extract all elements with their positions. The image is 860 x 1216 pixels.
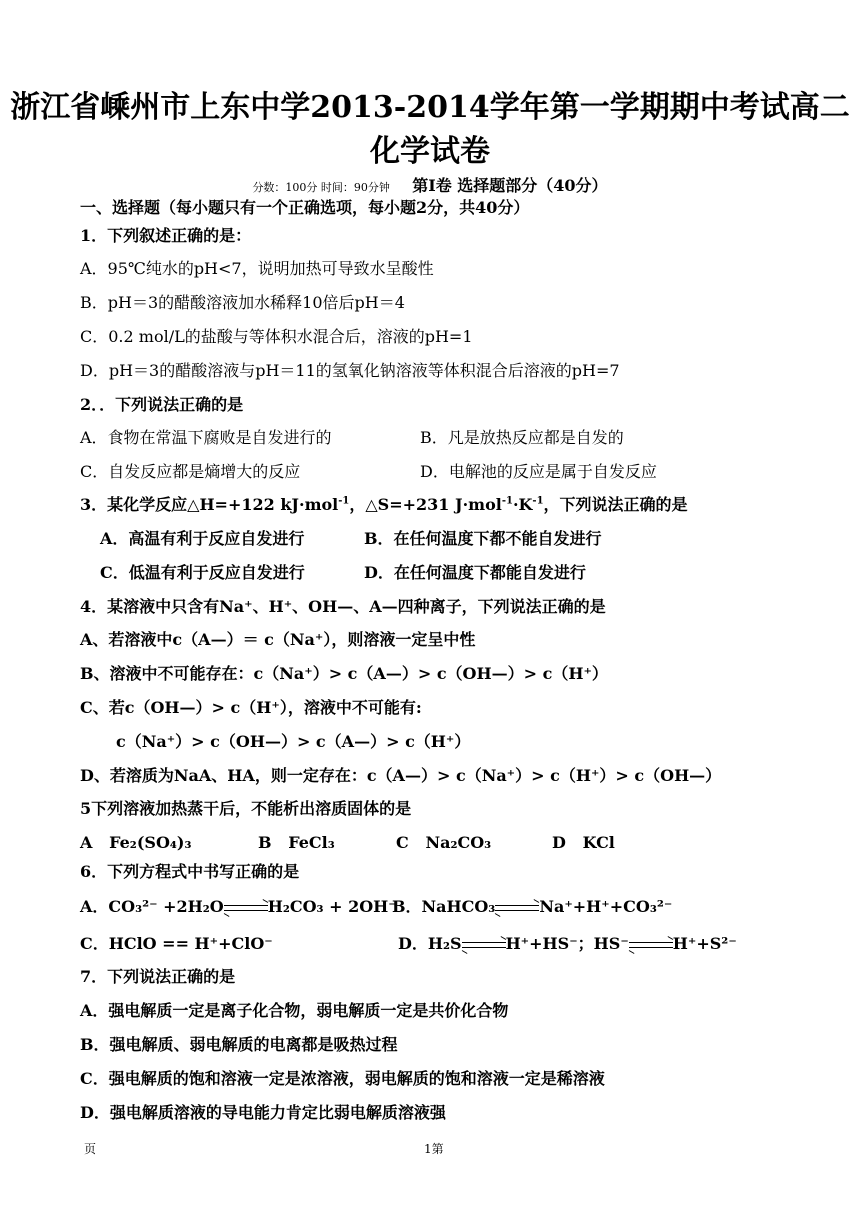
q2-option-c: C．自发反应都是熵增大的反应 [80,462,301,481]
q5-option-a [80,832,191,854]
page-number: 1第 [424,1142,444,1156]
q2-option-d: D．电解池的反应是属于自发反应 [420,462,657,481]
equilibrium-arrow-icon [224,902,268,914]
q5-formula-d: KCl [582,833,615,852]
q3-stem-part2: ，△S=+231 J·mol [349,495,502,514]
q2-option-b: B．凡是放热反应都是自发的 [420,428,624,447]
q2-stem: 2．．下列说法正确的是 [80,395,244,414]
q1-option-a: A．95℃纯水的pH<7，说明加热可导致水呈酸性 [80,259,434,278]
q5-option-d [552,832,615,854]
q3-stem-part3: ·K [512,495,533,514]
q6-d-right: H⁺+S²⁻ [672,934,737,953]
q2-option-a: A．食物在常温下腐败是自发进行的 [80,428,332,447]
part-heading: 第Ⅰ卷 选择题部分（40分） [412,176,608,195]
q4-option-c: C、若c（OH—）> c（H⁺），溶液中不可能有: [80,698,422,717]
q3-option-d: D．在任何温度下都能自发进行 [364,563,586,582]
equilibrium-arrow-icon [629,939,673,951]
exam-title-line2: 化学试卷 [370,134,490,169]
q5-formula-c: Na₂CO₃ [425,833,492,852]
q4-option-a: A、若溶液中c（A—）＝ c（Na⁺），则溶液一定呈中性 [80,630,476,649]
q6-b-left: B．NaHCO₃ [392,897,496,916]
footer-left: 页 [84,1142,97,1156]
q5-label-b: B [258,833,272,852]
q6-option-d [398,933,737,955]
q5-formula-b: FeCl₃ [288,833,335,852]
q5-label-a: A [80,833,93,852]
q6-option-b [392,896,672,918]
q6-d-left: D．H₂S [398,934,462,953]
q4-option-d: D、若溶质为NaA、HA，则一定存在：c（A—）> c（Na⁺）> c（H⁺）> c（OH—） [80,766,722,785]
q1-option-b: B．pH＝3的醋酸溶液加水稀释10倍后pH＝4 [80,293,405,312]
q6-d-mid: H⁺+HS⁻；HS⁻ [505,934,629,953]
q3-option-b: B．在任何温度下都不能自发进行 [364,529,602,548]
section-heading: 一、选择题（每小题只有一个正确选项，每小题2分，共40分） [80,198,530,217]
score-time-info: 分数：100分 时间：90分钟 [252,181,390,194]
q6-option-c: C．HClO == H⁺+ClO⁻ [80,934,273,953]
exam-subtitle [0,176,860,198]
q6-option-a [80,896,397,918]
q7-option-c: C．强电解质的饱和溶液一定是浓溶液，弱电解质的饱和溶液一定是稀溶液 [80,1069,605,1088]
q5-label-d: D [552,833,566,852]
q7-option-d: D．强电解质溶液的导电能力肯定比弱电解质溶液强 [80,1103,446,1122]
q4-option-b: B、溶液中不可能存在：c（Na⁺）> c（A—）> c（OH—）> c（H⁺） [80,664,608,683]
q5-formula-a: Fe₂(SO₄)₃ [109,833,192,852]
equilibrium-arrow-icon [462,939,506,951]
q3-stem-part4: ，下列说法正确的是 [543,495,688,514]
q7-stem: 7．下列说法正确的是 [80,967,236,986]
q1-stem: 1．下列叙述正确的是： [80,226,252,245]
q3-sup1: -1 [338,495,350,507]
equilibrium-arrow-icon [495,902,539,914]
q1-option-d: D．pH＝3的醋酸溶液与pH＝11的氢氧化钠溶液等体积混合后溶液的pH=7 [80,361,620,380]
q3-sup3: -1 [532,495,544,507]
q6-stem: 6．下列方程式中书写正确的是 [80,862,300,881]
q5-option-c [396,832,491,854]
q3-option-a: A．高温有利于反应自发进行 [100,529,305,548]
q6-b-right: Na⁺+H⁺+CO₃²⁻ [539,897,673,916]
q6-a-left: A．CO₃²⁻ +2H₂O [80,897,224,916]
q3-sup2: -1 [501,495,513,507]
q5-label-c: C [396,833,409,852]
q6-a-right: H₂CO₃ + 2OH⁻ [267,897,397,916]
q3-stem [80,494,688,516]
q7-option-b: B．强电解质、弱电解质的电离都是吸热过程 [80,1035,398,1054]
q5-stem: 5下列溶液加热蒸干后，不能析出溶质固体的是 [80,799,412,818]
q3-stem-part1: 3．某化学反应△H=+122 kJ·mol [80,495,339,514]
exam-title-line1: 浙江省嵊州市上东中学2013-2014学年第一学期期中考试高二 [10,90,850,125]
q3-option-c: C．低温有利于反应自发进行 [100,563,305,582]
q1-option-c: C．0.2 mol/L的盐酸与等体积水混合后，溶液的pH=1 [80,327,473,346]
q7-option-a: A．强电解质一定是离子化合物，弱电解质一定是共价化合物 [80,1001,509,1020]
q5-option-b [258,832,335,854]
q4-stem: 4．某溶液中只含有Na⁺、H⁺、OH—、A—四种离子，下列说法正确的是 [80,597,606,616]
q4-option-c-inequality: c（Na⁺）> c（OH—）> c（A—）> c（H⁺） [116,732,471,751]
